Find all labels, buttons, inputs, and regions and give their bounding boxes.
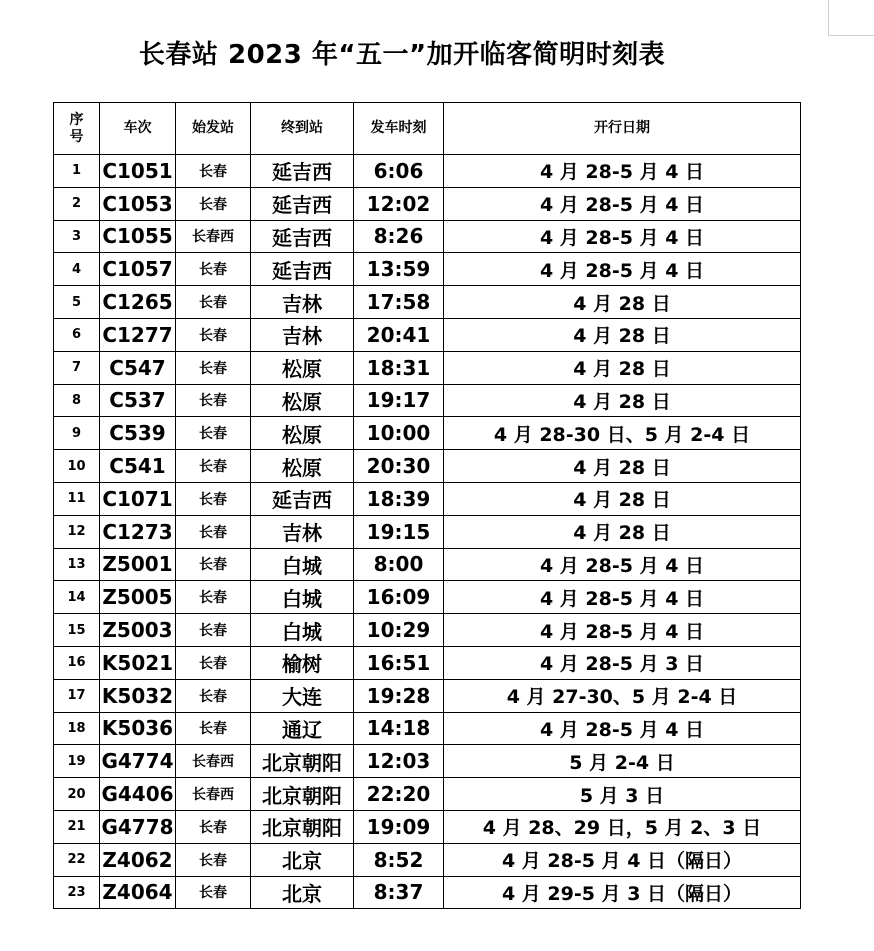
cell-origin: 长春 <box>176 712 251 745</box>
cell-departure-time: 12:02 <box>354 187 444 220</box>
cell-destination: 松原 <box>251 450 354 483</box>
cell-train: C1071 <box>100 482 176 515</box>
cell-origin: 长春 <box>176 679 251 712</box>
cell-destination: 榆树 <box>251 646 354 679</box>
cell-destination: 吉林 <box>251 286 354 319</box>
cell-operating-dates: 4 月 28-5 月 4 日 <box>444 712 801 745</box>
cell-destination: 北京朝阳 <box>251 745 354 778</box>
cell-no: 3 <box>54 220 100 253</box>
cell-operating-dates: 4 月 28-5 月 4 日 <box>444 187 801 220</box>
cell-operating-dates: 4 月 28-5 月 4 日（隔日） <box>444 843 801 876</box>
cell-train: Z5001 <box>100 548 176 581</box>
cell-origin: 长春西 <box>176 778 251 811</box>
cell-destination: 松原 <box>251 417 354 450</box>
cell-operating-dates: 4 月 28、29 日，5 月 2、3 日 <box>444 810 801 843</box>
cell-no: 20 <box>54 778 100 811</box>
cell-no: 7 <box>54 351 100 384</box>
cell-train: C547 <box>100 351 176 384</box>
cell-destination: 吉林 <box>251 515 354 548</box>
cell-train: K5032 <box>100 679 176 712</box>
table-row <box>54 745 801 778</box>
header-no-label: 序号 <box>69 111 84 145</box>
header-departure-time: 发车时刻 <box>354 103 444 155</box>
cell-destination: 白城 <box>251 548 354 581</box>
cell-train: C1265 <box>100 286 176 319</box>
cell-train: C539 <box>100 417 176 450</box>
cell-destination: 白城 <box>251 614 354 647</box>
cell-operating-dates: 5 月 3 日 <box>444 778 801 811</box>
cell-no: 17 <box>54 679 100 712</box>
cell-no: 11 <box>54 482 100 515</box>
cell-no: 12 <box>54 515 100 548</box>
table-row <box>54 515 801 548</box>
table-row <box>54 843 801 876</box>
table-row <box>54 450 801 483</box>
cell-operating-dates: 4 月 28-5 月 3 日 <box>444 646 801 679</box>
table-row <box>54 187 801 220</box>
cell-no: 22 <box>54 843 100 876</box>
cell-train: K5036 <box>100 712 176 745</box>
cell-origin: 长春西 <box>176 220 251 253</box>
cell-operating-dates: 4 月 28 日 <box>444 450 801 483</box>
cell-destination: 吉林 <box>251 318 354 351</box>
cell-destination: 白城 <box>251 581 354 614</box>
table-row <box>54 679 801 712</box>
cell-no: 18 <box>54 712 100 745</box>
header-train: 车次 <box>100 103 176 155</box>
cell-operating-dates: 4 月 28-5 月 4 日 <box>444 581 801 614</box>
cell-departure-time: 8:00 <box>354 548 444 581</box>
cell-operating-dates: 4 月 28 日 <box>444 482 801 515</box>
cell-no: 8 <box>54 384 100 417</box>
table-row <box>54 384 801 417</box>
cell-departure-time: 14:18 <box>354 712 444 745</box>
cell-no: 23 <box>54 876 100 909</box>
table-row <box>54 351 801 384</box>
cell-operating-dates: 4 月 28 日 <box>444 351 801 384</box>
cell-train: C541 <box>100 450 176 483</box>
timetable <box>53 102 801 909</box>
cell-operating-dates: 4 月 28 日 <box>444 286 801 319</box>
cell-destination: 延吉西 <box>251 482 354 515</box>
table-row <box>54 876 801 909</box>
cell-origin: 长春 <box>176 155 251 188</box>
cell-departure-time: 20:30 <box>354 450 444 483</box>
cell-destination: 延吉西 <box>251 253 354 286</box>
table-row <box>54 646 801 679</box>
cell-departure-time: 10:29 <box>354 614 444 647</box>
cell-departure-time: 19:28 <box>354 679 444 712</box>
table-row <box>54 482 801 515</box>
cell-operating-dates: 4 月 28-5 月 4 日 <box>444 614 801 647</box>
cell-train: C1055 <box>100 220 176 253</box>
cell-destination: 松原 <box>251 384 354 417</box>
cell-operating-dates: 4 月 28 日 <box>444 384 801 417</box>
cell-no: 1 <box>54 155 100 188</box>
table-row <box>54 810 801 843</box>
header-no <box>54 103 100 155</box>
table-row <box>54 318 801 351</box>
cell-destination: 通辽 <box>251 712 354 745</box>
header-row <box>54 103 801 155</box>
cell-no: 14 <box>54 581 100 614</box>
cell-operating-dates: 4 月 28-5 月 4 日 <box>444 220 801 253</box>
cell-destination: 北京 <box>251 843 354 876</box>
cell-origin: 长春 <box>176 187 251 220</box>
cell-no: 13 <box>54 548 100 581</box>
table-row <box>54 614 801 647</box>
cell-departure-time: 19:15 <box>354 515 444 548</box>
cell-operating-dates: 4 月 27-30、5 月 2-4 日 <box>444 679 801 712</box>
cell-train: K5021 <box>100 646 176 679</box>
cell-destination: 松原 <box>251 351 354 384</box>
cell-train: G4406 <box>100 778 176 811</box>
page-title: 长春站 2023 年“五一”加开临客简明时刻表 <box>138 40 666 70</box>
cell-departure-time: 8:26 <box>354 220 444 253</box>
cell-destination: 延吉西 <box>251 155 354 188</box>
page-corner <box>828 0 874 36</box>
cell-origin: 长春 <box>176 417 251 450</box>
cell-operating-dates: 4 月 28-5 月 4 日 <box>444 548 801 581</box>
cell-departure-time: 20:41 <box>354 318 444 351</box>
cell-train: C537 <box>100 384 176 417</box>
table-row <box>54 548 801 581</box>
cell-departure-time: 8:52 <box>354 843 444 876</box>
cell-train: G4774 <box>100 745 176 778</box>
cell-operating-dates: 5 月 2-4 日 <box>444 745 801 778</box>
cell-no: 5 <box>54 286 100 319</box>
cell-operating-dates: 4 月 28-30 日、5 月 2-4 日 <box>444 417 801 450</box>
cell-destination: 延吉西 <box>251 220 354 253</box>
cell-train: Z4064 <box>100 876 176 909</box>
cell-destination: 北京朝阳 <box>251 778 354 811</box>
header-destination: 终到站 <box>251 103 354 155</box>
header-origin: 始发站 <box>176 103 251 155</box>
cell-origin: 长春 <box>176 286 251 319</box>
cell-origin: 长春 <box>176 515 251 548</box>
cell-departure-time: 19:09 <box>354 810 444 843</box>
table-row <box>54 155 801 188</box>
cell-no: 6 <box>54 318 100 351</box>
cell-train: C1053 <box>100 187 176 220</box>
cell-no: 21 <box>54 810 100 843</box>
table-row <box>54 778 801 811</box>
cell-origin: 长春 <box>176 450 251 483</box>
cell-origin: 长春 <box>176 482 251 515</box>
cell-departure-time: 13:59 <box>354 253 444 286</box>
cell-no: 19 <box>54 745 100 778</box>
table-row <box>54 417 801 450</box>
cell-operating-dates: 4 月 29-5 月 3 日（隔日） <box>444 876 801 909</box>
cell-no: 9 <box>54 417 100 450</box>
cell-train: C1277 <box>100 318 176 351</box>
table-body <box>54 155 801 909</box>
cell-departure-time: 12:03 <box>354 745 444 778</box>
cell-origin: 长春 <box>176 384 251 417</box>
cell-departure-time: 22:20 <box>354 778 444 811</box>
cell-departure-time: 10:00 <box>354 417 444 450</box>
cell-train: Z5003 <box>100 614 176 647</box>
cell-origin: 长春 <box>176 843 251 876</box>
cell-departure-time: 16:09 <box>354 581 444 614</box>
cell-operating-dates: 4 月 28-5 月 4 日 <box>444 253 801 286</box>
cell-origin: 长春 <box>176 253 251 286</box>
table-row <box>54 712 801 745</box>
cell-origin: 长春 <box>176 614 251 647</box>
cell-train: C1273 <box>100 515 176 548</box>
cell-destination: 延吉西 <box>251 187 354 220</box>
cell-train: C1057 <box>100 253 176 286</box>
cell-train: Z4062 <box>100 843 176 876</box>
cell-departure-time: 19:17 <box>354 384 444 417</box>
cell-destination: 北京朝阳 <box>251 810 354 843</box>
cell-departure-time: 18:39 <box>354 482 444 515</box>
table-row <box>54 220 801 253</box>
cell-origin: 长春 <box>176 646 251 679</box>
cell-origin: 长春西 <box>176 745 251 778</box>
cell-operating-dates: 4 月 28 日 <box>444 515 801 548</box>
table-row <box>54 286 801 319</box>
cell-departure-time: 8:37 <box>354 876 444 909</box>
table-row <box>54 253 801 286</box>
cell-train: G4778 <box>100 810 176 843</box>
cell-operating-dates: 4 月 28 日 <box>444 318 801 351</box>
cell-destination: 大连 <box>251 679 354 712</box>
cell-origin: 长春 <box>176 810 251 843</box>
cell-origin: 长春 <box>176 548 251 581</box>
cell-origin: 长春 <box>176 876 251 909</box>
cell-no: 10 <box>54 450 100 483</box>
cell-origin: 长春 <box>176 318 251 351</box>
cell-train: C1051 <box>100 155 176 188</box>
cell-no: 2 <box>54 187 100 220</box>
cell-no: 16 <box>54 646 100 679</box>
cell-train: Z5005 <box>100 581 176 614</box>
cell-origin: 长春 <box>176 581 251 614</box>
cell-origin: 长春 <box>176 351 251 384</box>
cell-no: 4 <box>54 253 100 286</box>
cell-departure-time: 6:06 <box>354 155 444 188</box>
header-operating-dates: 开行日期 <box>444 103 801 155</box>
cell-departure-time: 16:51 <box>354 646 444 679</box>
cell-operating-dates: 4 月 28-5 月 4 日 <box>444 155 801 188</box>
cell-departure-time: 18:31 <box>354 351 444 384</box>
cell-departure-time: 17:58 <box>354 286 444 319</box>
table-row <box>54 581 801 614</box>
cell-no: 15 <box>54 614 100 647</box>
cell-destination: 北京 <box>251 876 354 909</box>
